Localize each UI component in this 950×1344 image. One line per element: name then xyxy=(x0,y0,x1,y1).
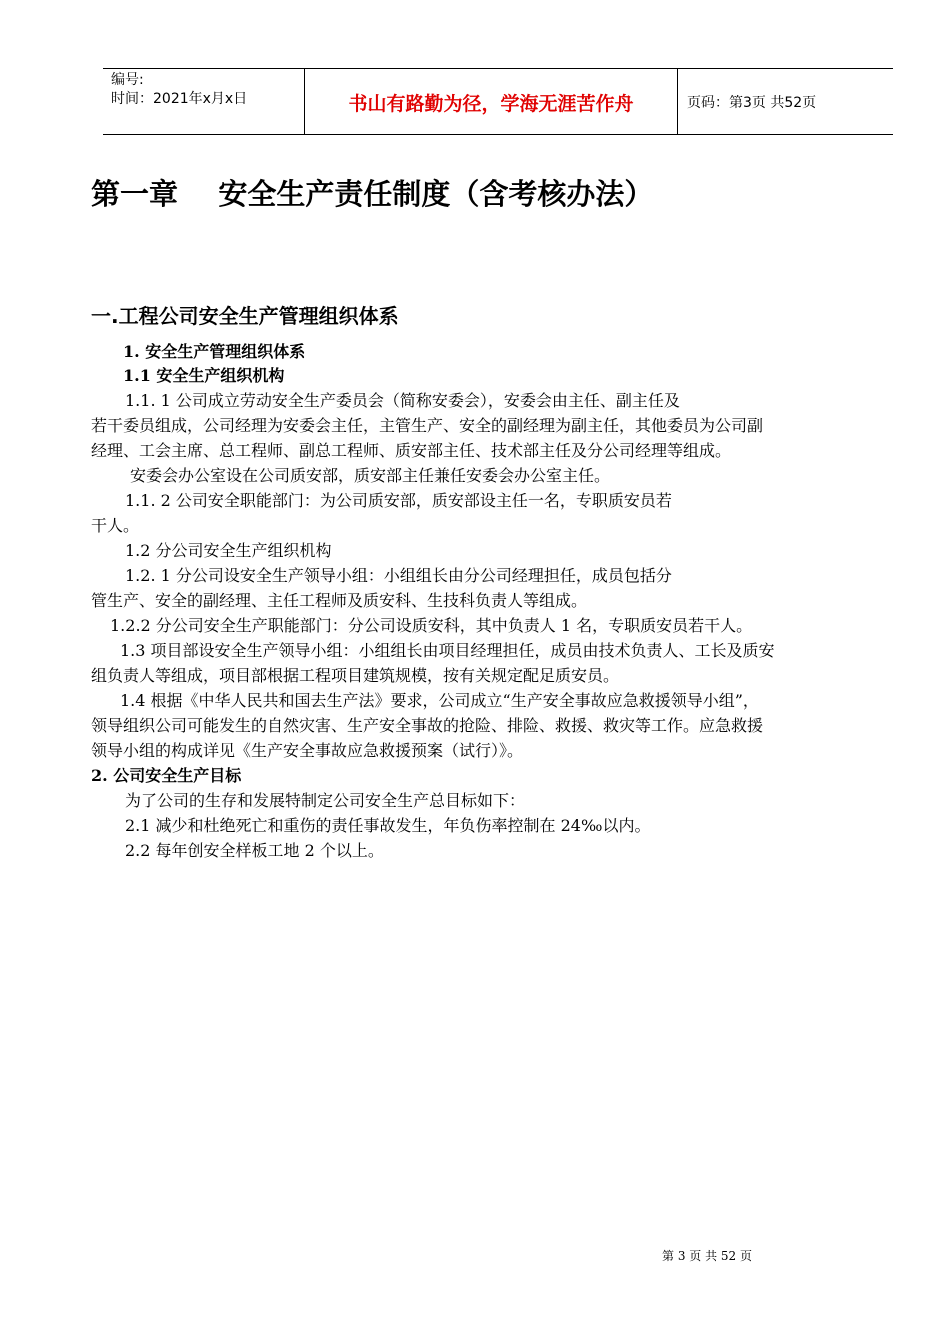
section-title: 一.工程公司安全生产管理组织体系 xyxy=(91,304,399,328)
heading-1: 1. 安全生产管理组织体系 xyxy=(123,342,306,361)
paragraph-line: 1.2. 1 分公司设安全生产领导小组：小组组长由分公司经理担任，成员包括分 xyxy=(125,566,672,585)
paragraph-line: 领导小组的构成详见《生产安全事故应急救援预案（试行）》。 xyxy=(91,741,524,760)
paragraph-line: 1.2 分公司安全生产组织机构 xyxy=(125,541,332,560)
heading-1-1: 1.1 安全生产组织机构 xyxy=(123,366,285,385)
header-page-info: 页码：第3页 共52页 xyxy=(687,95,817,111)
paragraph-line: 1.3 项目部设安全生产领导小组：小组组长由项目经理担任，成员由技术负责人、工长及质安 xyxy=(120,641,775,660)
paragraph-line: 领导组织公司可能发生的自然灾害、生产安全事故的抢险、排险、救援、救灾等工作。应急救援 xyxy=(91,716,764,735)
paragraph-line: 1.1. 2 公司安全职能部门：为公司质安部，质安部设主任一名，专职质安员若 xyxy=(125,491,672,510)
date-label: 时间：2021年x月x日 xyxy=(111,91,248,107)
paragraph-line: 1.2.2 分公司安全生产职能部门：分公司设质安科，其中负责人 1 名，专职质安员若干人。 xyxy=(110,616,753,635)
header-motto: 书山有路勤为径，学海无涯苦作舟 xyxy=(304,69,678,135)
page-footer: 第 3 页 共 52 页 xyxy=(662,1249,752,1263)
paragraph-line: 若干委员组成，公司经理为安委会主任，主管生产、安全的副经理为副主任，其他委员为公司副 xyxy=(91,416,764,435)
page-header xyxy=(103,68,893,135)
paragraph-line: 干人。 xyxy=(91,516,140,535)
paragraph-line: 1.1. 1 公司成立劳动安全生产委员会（简称安委会），安委会由主任、副主任及 xyxy=(125,391,680,410)
paragraph-line: 组负责人等组成，项目部根据工程项目建筑规模，按有关规定配足质安员。 xyxy=(91,666,620,685)
paragraph-line: 为了公司的生存和发展特制定公司安全生产总目标如下： xyxy=(125,791,526,810)
header-meta xyxy=(103,69,304,135)
paragraph-line: 1.4 根据《中华人民共和国去生产法》要求，公司成立“生产安全事故应急救援领导小组”， xyxy=(120,691,759,710)
paragraph-line: 2.2 每年创安全样板工地 2 个以上。 xyxy=(125,841,384,860)
chapter-title: 第一章 安全生产责任制度（含考核办法） xyxy=(91,177,654,211)
paragraph-line: 经理、工会主席、总工程师、副总工程师、质安部主任、技术部主任及分公司经理等组成。 xyxy=(91,441,732,460)
paragraph-line: 安委会办公室设在公司质安部，质安部主任兼任安委会办公室主任。 xyxy=(130,466,611,485)
serial-label: 编号: xyxy=(111,72,144,88)
paragraph-line: 管生产、安全的副经理、主任工程师及质安科、生技科负责人等组成。 xyxy=(91,591,588,610)
heading-2: 2. 公司安全生产目标 xyxy=(91,766,242,785)
paragraph-line: 2.1 减少和杜绝死亡和重伤的责任事故发生，年负伤率控制在 24‰以内。 xyxy=(125,816,651,835)
